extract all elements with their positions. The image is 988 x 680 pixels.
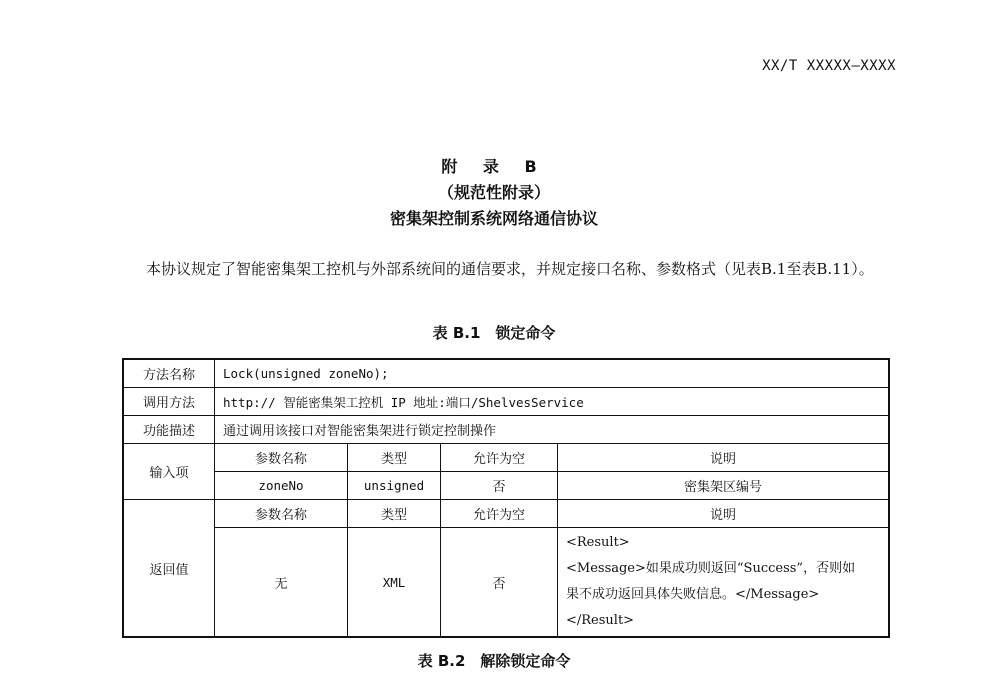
return-param-type: XML xyxy=(348,528,441,638)
table-row xyxy=(123,444,889,472)
input-header-name: 参数名称 xyxy=(215,444,348,472)
return-header-desc: 说明 xyxy=(558,500,890,528)
appendix-name: 密集架控制系统网络通信协议 xyxy=(389,209,598,228)
call-label: 调用方法 xyxy=(123,388,215,416)
return-param-nullable: 否 xyxy=(441,528,558,638)
intro-paragraph: 本协议规定了智能密集架工控机与外部系统间的通信要求，并规定接口名称、参数格式（见表B.1至表B.11）。 xyxy=(146,260,874,278)
appendix-subtitle: （规范性附录） xyxy=(437,183,550,202)
return-header-nullable: 允许为空 xyxy=(441,500,558,528)
table-b1 xyxy=(122,358,890,638)
appendix-title: 附 录 B xyxy=(441,157,547,176)
table-row xyxy=(123,359,889,388)
table-row xyxy=(123,528,889,638)
table-b2-caption: 表 B.2 解除锁定命令 xyxy=(417,652,571,670)
return-desc-line: 果不成功返回具体失败信息。</Message> xyxy=(566,587,820,602)
input-param-name: zoneNo xyxy=(215,472,348,500)
document-code: XX/T XXXXX—XXXX xyxy=(762,58,896,74)
table-row xyxy=(123,416,889,444)
return-header-type: 类型 xyxy=(348,500,441,528)
call-value: http:// 智能密集架工控机 IP 地址:端口/ShelvesService xyxy=(215,388,890,416)
table-row xyxy=(123,500,889,528)
return-param-desc xyxy=(558,528,890,638)
input-param-nullable: 否 xyxy=(441,472,558,500)
function-label: 功能描述 xyxy=(123,416,215,444)
method-label: 方法名称 xyxy=(123,359,215,388)
return-desc-line: <Result> xyxy=(566,535,630,550)
method-value: Lock(unsigned zoneNo); xyxy=(215,359,890,388)
return-param-name: 无 xyxy=(215,528,348,638)
input-header-nullable: 允许为空 xyxy=(441,444,558,472)
table-row xyxy=(123,472,889,500)
return-header-name: 参数名称 xyxy=(215,500,348,528)
table-row xyxy=(123,388,889,416)
input-header-desc: 说明 xyxy=(558,444,890,472)
return-label: 返回值 xyxy=(123,500,215,638)
return-desc-line: </Result> xyxy=(566,613,635,628)
input-param-type: unsigned xyxy=(348,472,441,500)
input-label: 输入项 xyxy=(123,444,215,500)
input-header-type: 类型 xyxy=(348,444,441,472)
function-value: 通过调用该接口对智能密集架进行锁定控制操作 xyxy=(215,416,890,444)
table-b1-caption: 表 B.1 锁定命令 xyxy=(432,324,556,342)
input-param-desc: 密集架区编号 xyxy=(558,472,890,500)
return-desc-line: <Message>如果成功则返回“Success”，否则如 xyxy=(566,561,856,576)
